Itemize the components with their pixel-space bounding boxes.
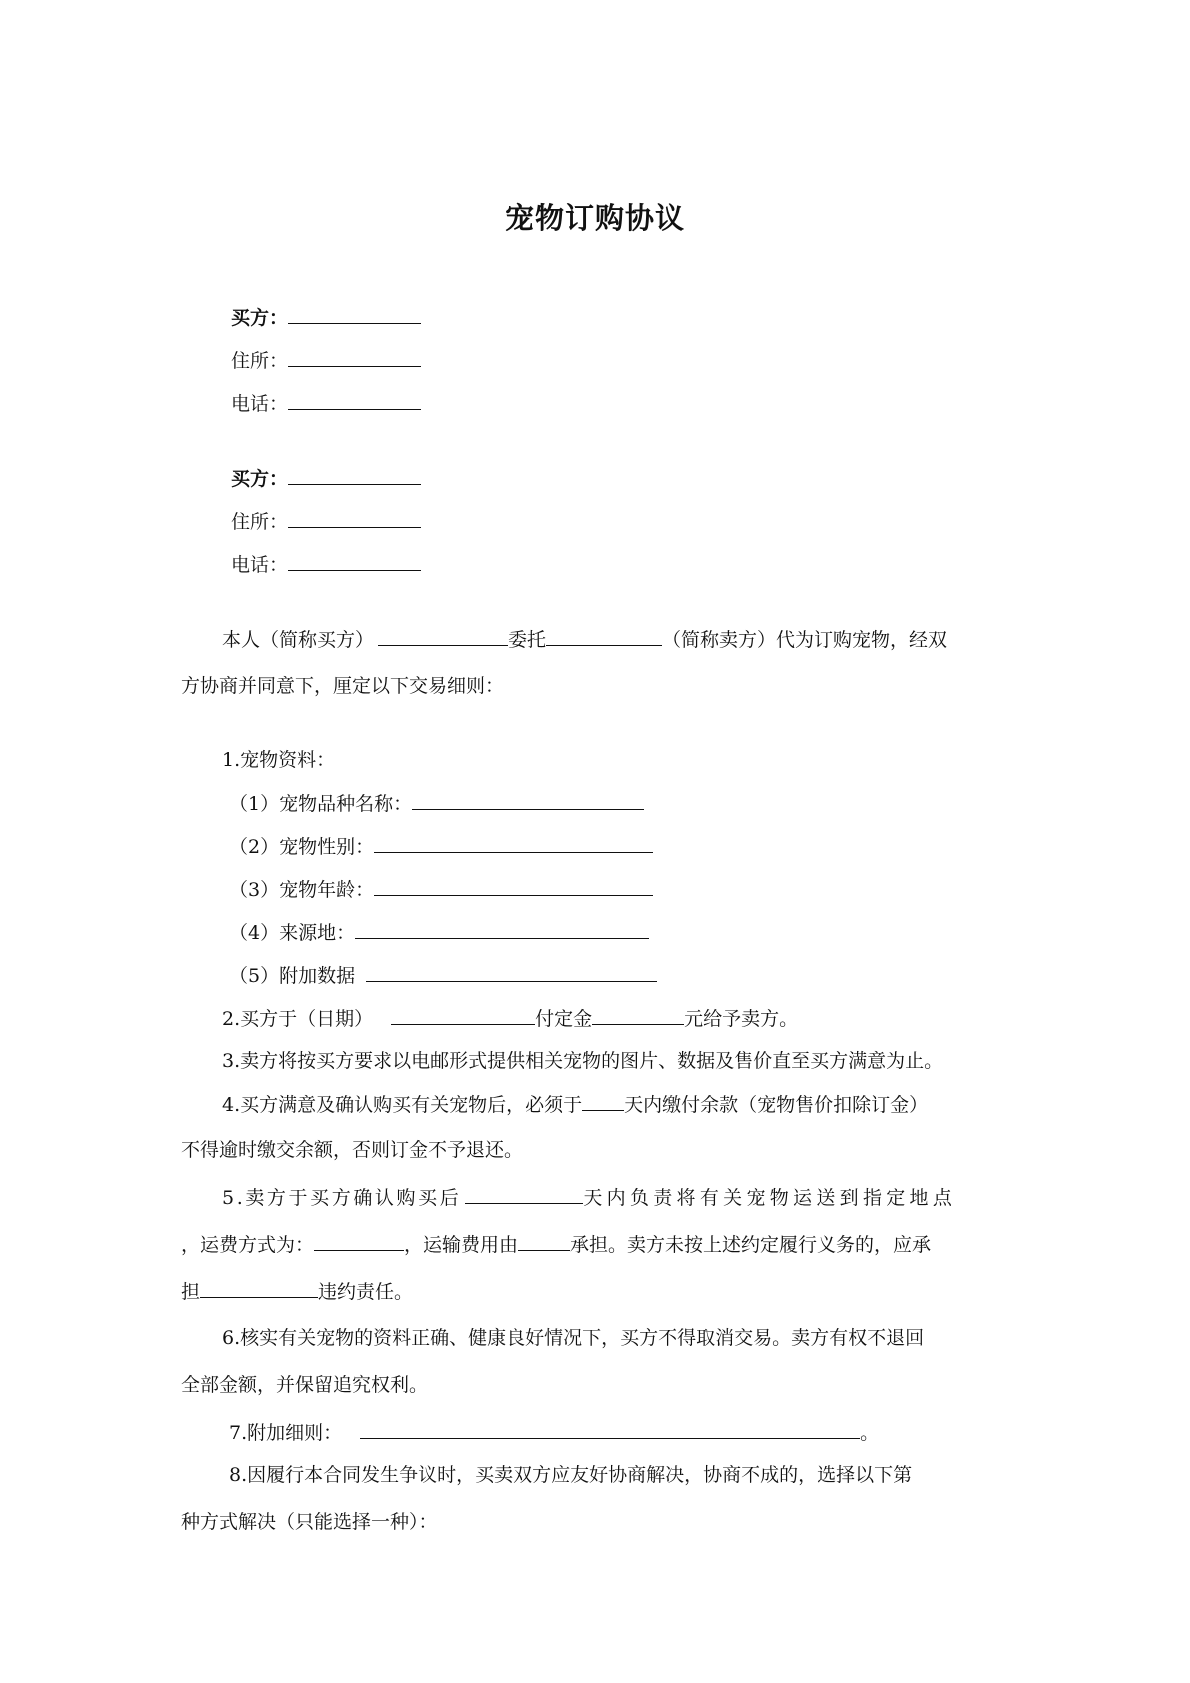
pet-age-blank[interactable] (374, 877, 653, 896)
pet-breed-blank[interactable] (412, 791, 644, 810)
clause5-text-7: 违约责任。 (318, 1281, 414, 1303)
clause-4-line-2: 不得逾时缴交余额，否则订金不予退还。 (181, 1139, 524, 1161)
clause-5-line-2 (181, 1232, 931, 1257)
intro-text-2: 委托 (508, 629, 547, 651)
clause-3: 3.卖方将按买方要求以电邮形式提供相关宠物的图片、数据及售价直至买方满意为止。 (222, 1050, 944, 1072)
pet-origin-label: （4）来源地： (229, 922, 356, 944)
shipping-method-blank[interactable] (314, 1232, 404, 1251)
clause5-text-5: 承担。卖方未按上述约定履行义务的，应承 (570, 1234, 932, 1256)
pet-info-item (229, 834, 653, 859)
clause-7 (229, 1420, 879, 1445)
delivery-days-blank[interactable] (465, 1185, 583, 1204)
party1-phone-blank[interactable] (288, 391, 421, 410)
party1-name-blank[interactable] (288, 305, 421, 324)
pet-gender-blank[interactable] (374, 834, 653, 853)
party2-name-row (231, 466, 421, 491)
clause2-text-3: 元给予卖方。 (684, 1008, 799, 1030)
pet-gender-label: （2）宠物性别： (229, 836, 375, 858)
clause-4-line-1 (222, 1092, 928, 1117)
party2-address-row (231, 509, 421, 534)
pet-info-item (229, 877, 653, 902)
intro-line-1 (222, 627, 947, 652)
clause-5-line-3 (181, 1279, 413, 1304)
clause7-label: 7.附加细则： (229, 1422, 343, 1444)
shipping-payer-blank[interactable] (518, 1232, 570, 1251)
clause2-text-1: 2.买方于（日期） (222, 1008, 374, 1030)
breach-liability-blank[interactable] (200, 1279, 318, 1298)
party1-address-row (231, 348, 421, 373)
deposit-date-blank[interactable] (391, 1006, 535, 1025)
document-title: 宠物订购协议 (504, 201, 685, 235)
additional-terms-blank[interactable] (360, 1420, 860, 1439)
clause4-text-2: 天内缴付余款（宠物售价扣除订金） (624, 1094, 929, 1116)
pet-info-item (229, 963, 657, 988)
pet-info-heading: 1.宠物资料： (222, 749, 336, 771)
clause-8-line-2: 种方式解决（只能选择一种）： (181, 1511, 438, 1533)
clause-6-line-1: 6.核实有关宠物的资料正确、健康良好情况下，买方不得取消交易。卖方有权不退回 (222, 1327, 925, 1349)
pet-extra-label: （5）附加数据 (229, 965, 356, 987)
party2-phone-label: 电话： (231, 554, 289, 576)
intro-line-2: 方协商并同意下，厘定以下交易细则： (181, 675, 505, 697)
party1-phone-row (231, 391, 421, 416)
pet-origin-blank[interactable] (355, 920, 649, 939)
balance-days-blank[interactable] (582, 1092, 624, 1111)
party1-name-label: 买方： (231, 307, 289, 329)
pet-info-item (229, 920, 649, 945)
pet-breed-label: （1）宠物品种名称： (229, 793, 413, 815)
party2-name-blank[interactable] (288, 466, 421, 485)
clause2-text-2: 付定金 (535, 1008, 593, 1030)
party1-address-blank[interactable] (288, 348, 421, 367)
pet-info-item (229, 791, 644, 816)
party1-address-label: 住所： (231, 350, 289, 372)
clause-6-line-2: 全部金额，并保留追究权利。 (181, 1374, 429, 1396)
clause5-text-4: ，运输费用由 (404, 1234, 519, 1256)
clause-8-line-1: 8.因履行本合同发生争议时，买卖双方应友好协商解决，协商不成的，选择以下第 (229, 1464, 913, 1486)
clause7-end: 。 (860, 1422, 880, 1444)
party2-address-label: 住所： (231, 511, 289, 533)
party2-name-label: 买方： (231, 468, 289, 490)
clause-2 (222, 1006, 798, 1031)
party2-phone-blank[interactable] (288, 552, 421, 571)
clause4-text-1: 4.买方满意及确认购买有关宠物后，必须于 (222, 1094, 583, 1116)
clause-5-line-1 (222, 1185, 956, 1210)
clause5-text-6: 担 (181, 1281, 201, 1303)
party2-address-blank[interactable] (288, 509, 421, 528)
deposit-amount-blank[interactable] (592, 1006, 684, 1025)
seller-name-blank[interactable] (546, 627, 662, 646)
pet-extra-blank[interactable] (366, 963, 657, 982)
party1-name-row (231, 305, 421, 330)
party1-phone-label: 电话： (231, 393, 289, 415)
intro-text-1: 本人（简称买方） (222, 629, 375, 651)
clause5-text-2: 天内负责将有关宠物运送到指定地点 (583, 1187, 957, 1209)
clause5-text-1: 5.卖方于买方确认购买后 (222, 1187, 462, 1209)
party2-phone-row (231, 552, 421, 577)
pet-age-label: （3）宠物年龄： (229, 879, 375, 901)
buyer-name-blank[interactable] (378, 627, 508, 646)
clause5-text-3: ，运费方式为： (181, 1234, 315, 1256)
intro-text-3: （简称卖方）代为订购宠物，经双 (662, 629, 948, 651)
